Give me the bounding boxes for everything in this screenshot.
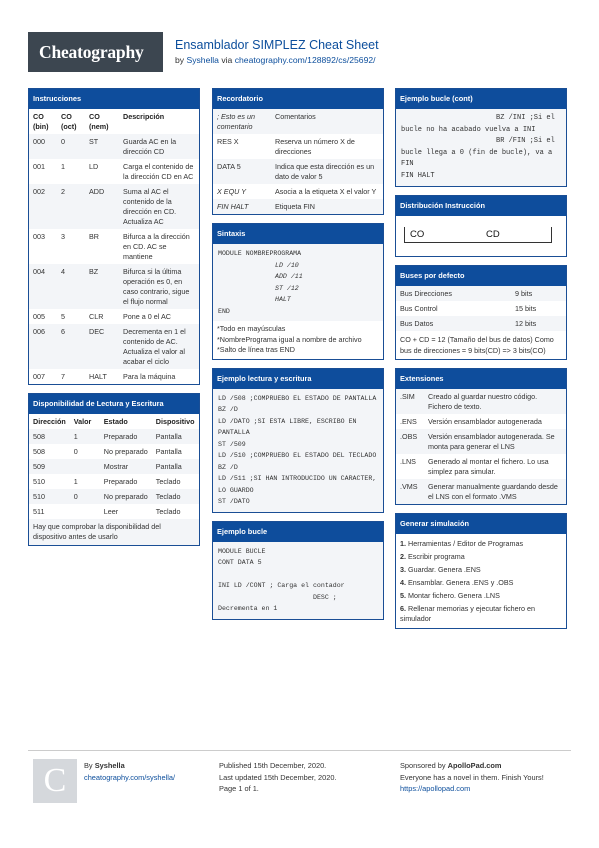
table-row bbox=[29, 309, 199, 324]
cell: Guarda AC en la dirección CD bbox=[123, 136, 177, 156]
extensiones-section bbox=[395, 368, 567, 505]
cell: 0 bbox=[61, 136, 65, 146]
cell: 004 bbox=[33, 266, 45, 276]
steps-list bbox=[396, 534, 566, 628]
cell: 005 bbox=[33, 311, 45, 321]
cell: Versión ensamblador autogenerada bbox=[428, 416, 542, 426]
footer-author-name[interactable]: Syshella bbox=[94, 761, 125, 770]
cell: 6 bbox=[61, 326, 65, 336]
cell: Pone a 0 el AC bbox=[123, 311, 171, 321]
table-row bbox=[29, 489, 199, 504]
cell: Preparado bbox=[103, 476, 138, 486]
cell: 0 bbox=[73, 491, 78, 501]
table-row bbox=[29, 184, 199, 229]
buses-table bbox=[396, 286, 566, 331]
cell: No preparado bbox=[103, 446, 148, 456]
footer-author-link[interactable]: cheatography.com/syshella/ bbox=[84, 772, 176, 782]
list-item bbox=[396, 589, 566, 602]
note-line: *NombrePrograma igual a nombre de archivo bbox=[217, 334, 362, 344]
cell: 511 bbox=[33, 506, 45, 516]
step-text: Ensamblar. Genera .ENS y .OBS bbox=[408, 577, 514, 587]
cell: Generado al montar el fichero. Lo usa simplez para simular. bbox=[428, 456, 549, 476]
cell: .OBS bbox=[400, 431, 418, 441]
cell: ST bbox=[89, 136, 99, 146]
section-title: Disponibilidad de Lectura y Escritura bbox=[29, 394, 199, 414]
col-header: Descripción bbox=[123, 111, 165, 121]
extensiones-table bbox=[396, 389, 566, 504]
cheatography-c-logo: C bbox=[33, 759, 77, 803]
code-block bbox=[213, 389, 383, 512]
cell: BZ bbox=[89, 266, 99, 276]
buses-section bbox=[395, 265, 567, 360]
cell: 510 bbox=[33, 476, 45, 486]
code-line: ADD /11 bbox=[275, 273, 303, 280]
code-line: ST /509 bbox=[218, 440, 246, 448]
cell: Creado al guardar nuestro código. Fichero de texto. bbox=[428, 391, 538, 411]
step-number: 5. bbox=[400, 590, 406, 600]
footer-divider bbox=[28, 750, 571, 751]
section-title: Ejemplo lectura y escritura bbox=[213, 369, 383, 389]
table-row bbox=[213, 109, 383, 134]
step-text: Guardar. Genera .ENS bbox=[408, 564, 481, 574]
table-row bbox=[396, 316, 566, 331]
cell: 4 bbox=[61, 266, 65, 276]
cell: 2 bbox=[61, 186, 65, 196]
table-row bbox=[396, 286, 566, 301]
lectura-section bbox=[212, 368, 384, 513]
footer-page: Page 1 of 1. bbox=[219, 784, 259, 793]
footer-dates bbox=[219, 760, 337, 795]
code-line: INI LD /CONT ; Carga el contador bbox=[218, 582, 345, 589]
cell: Leer bbox=[103, 506, 119, 516]
col-header: Dispositivo bbox=[155, 416, 195, 426]
cell: Generar manualmente guardando desde el LNS con el formato .VMS bbox=[428, 481, 558, 501]
table-row bbox=[396, 389, 566, 414]
cell: 508 bbox=[33, 431, 45, 441]
cell: 12 bits bbox=[515, 318, 537, 328]
section-title: Recordatorio bbox=[213, 89, 383, 109]
footer-author bbox=[84, 760, 175, 783]
cell: .SIM bbox=[400, 391, 415, 401]
byline-prefix: by bbox=[175, 55, 185, 65]
cd-label: CD bbox=[486, 229, 500, 240]
cell: 001 bbox=[33, 161, 45, 171]
step-number: 3. bbox=[400, 564, 406, 574]
col-header: CO (nem) bbox=[89, 111, 109, 131]
cell: 1 bbox=[73, 431, 78, 441]
cell: Bifurca si la última operación es 0, en caso contrario, sigue el flujo normal bbox=[123, 266, 190, 306]
table-row bbox=[213, 134, 383, 159]
sintaxis-notes bbox=[213, 321, 383, 359]
code-block bbox=[396, 109, 566, 186]
byline bbox=[175, 55, 376, 65]
table-row bbox=[29, 324, 199, 369]
note-line: *Todo en mayúsculas bbox=[217, 324, 286, 333]
table-row bbox=[29, 134, 199, 159]
list-item bbox=[396, 537, 566, 550]
instruction-bar bbox=[404, 227, 552, 243]
step-text: Montar fichero. Genera .LNS bbox=[408, 590, 500, 600]
cell: 3 bbox=[61, 231, 65, 241]
code-line: ST /12 bbox=[275, 284, 299, 292]
step-number: 6. bbox=[400, 603, 406, 613]
section-title: Extensiones bbox=[396, 369, 566, 389]
code-line bbox=[213, 569, 383, 581]
table-row bbox=[29, 369, 199, 384]
col-header: Valor bbox=[73, 416, 92, 426]
cell: ADD bbox=[89, 186, 105, 196]
cell: Decrementa en 1 el contenido de AC. Actualiza el valor al acabar el ciclo bbox=[123, 326, 186, 366]
recordatorio-section bbox=[212, 88, 384, 215]
cell: RES X bbox=[217, 136, 239, 146]
footer-sponsor-link[interactable]: https://apollopad.com bbox=[400, 784, 471, 793]
section-title: Generar simulación bbox=[396, 514, 566, 534]
cell: Indica que esta dirección es un dato de valor 5 bbox=[275, 161, 375, 181]
cell: 7 bbox=[61, 371, 65, 381]
footer-sponsor bbox=[400, 760, 572, 795]
byline-via: via bbox=[221, 55, 233, 65]
simulacion-section bbox=[395, 513, 567, 629]
bucle-section bbox=[212, 521, 384, 620]
section-title: Distribución Instrucción bbox=[396, 196, 566, 216]
cell: 9 bits bbox=[515, 288, 533, 298]
table-row bbox=[396, 454, 566, 479]
code-line: LD /510 ;COMPRUEBO EL ESTADO DEL TECLADO bbox=[218, 452, 377, 459]
disponibilidad-section bbox=[28, 393, 200, 546]
table-row bbox=[396, 479, 566, 504]
code-line: LD /508 ;COMPRUEBO EL ESTADO DE PANTALLA bbox=[218, 394, 377, 402]
code-line: BZ /D bbox=[218, 463, 238, 471]
distribucion-section bbox=[395, 195, 567, 257]
author-link[interactable]: Syshella bbox=[186, 55, 219, 65]
cell: DEC bbox=[89, 326, 105, 336]
table-row bbox=[29, 229, 199, 264]
code-block bbox=[213, 542, 383, 619]
code-line: CONT DATA 5 bbox=[218, 559, 262, 566]
cell: CLR bbox=[89, 311, 104, 321]
table-row bbox=[213, 184, 383, 199]
column-1 bbox=[28, 88, 200, 554]
code-line: BR /FIN ;Si el bucle llega a 0 (fin de bucle), va a FIN bbox=[401, 137, 560, 168]
sheet-url-link[interactable]: cheatography.com/128892/cs/25692/ bbox=[234, 55, 376, 65]
cell: Suma al AC el contenido de la dirección en CD. Actualiza AC bbox=[123, 186, 177, 226]
cell: 006 bbox=[33, 326, 45, 336]
page-title: Ensamblador SIMPLEZ Cheat Sheet bbox=[175, 38, 379, 52]
cell bbox=[70, 459, 100, 474]
cell: Teclado bbox=[155, 506, 181, 516]
list-item bbox=[396, 576, 566, 589]
section-title: Ejemplo bucle (cont) bbox=[396, 89, 566, 109]
recordatorio-table bbox=[213, 109, 383, 214]
co-label: CO bbox=[410, 229, 425, 240]
cell: 510 bbox=[33, 491, 45, 501]
footer-published: Published 15th December, 2020. bbox=[219, 761, 327, 770]
cell: Asocia a la etiqueta X el valor Y bbox=[275, 186, 377, 196]
cell: FIN HALT bbox=[217, 201, 249, 211]
list-item bbox=[396, 602, 566, 625]
footer-sponsor-prefix: Sponsored by bbox=[400, 761, 446, 770]
cell: Bus Direcciones bbox=[400, 288, 452, 298]
cell: X EQU Y bbox=[217, 186, 247, 196]
instrucciones-section bbox=[28, 88, 200, 385]
table-row bbox=[29, 159, 199, 184]
table-row bbox=[29, 264, 199, 309]
footer-sponsor-text: Everyone has a novel in them. Finish Yours! bbox=[400, 772, 544, 782]
cell: 002 bbox=[33, 186, 45, 196]
col-header: Estado bbox=[103, 416, 128, 426]
step-number: 2. bbox=[400, 551, 406, 561]
col-header: CO (oct) bbox=[61, 111, 77, 131]
cell: 5 bbox=[61, 311, 65, 321]
note-line: *Salto de línea tras END bbox=[217, 345, 295, 354]
step-text: Rellenar memorias y ejecutar fichero en simulador bbox=[400, 603, 536, 623]
table-row bbox=[29, 459, 199, 474]
cell: 508 bbox=[33, 446, 45, 456]
table-row bbox=[29, 429, 199, 444]
section-title: Ejemplo bucle bbox=[213, 522, 383, 542]
cell: LD bbox=[89, 161, 99, 171]
cell: BR bbox=[89, 231, 99, 241]
code-line: END bbox=[218, 307, 230, 315]
footer-by: By bbox=[84, 761, 93, 770]
cell: 000 bbox=[33, 136, 45, 146]
cell: 509 bbox=[33, 461, 45, 471]
instruction-diagram bbox=[396, 216, 566, 256]
cell: Bifurca a la dirección en CD. AC se mantiene bbox=[123, 231, 190, 261]
cell: 007 bbox=[33, 371, 45, 381]
section-note: Hay que comprobar la disponibilidad del dispositivo antes de usarlo bbox=[29, 519, 199, 545]
list-item bbox=[396, 550, 566, 563]
step-text: Herramientas / Editor de Programas bbox=[408, 538, 524, 548]
cell: 15 bits bbox=[515, 303, 537, 313]
cell: Para la máquina bbox=[123, 371, 176, 381]
col-header: Dirección bbox=[33, 416, 66, 426]
table-row bbox=[396, 429, 566, 454]
cell: .ENS bbox=[400, 416, 417, 426]
table-row bbox=[29, 474, 199, 489]
code-line: MODULE BUCLE bbox=[218, 547, 266, 555]
cell: .LNS bbox=[400, 456, 416, 466]
code-line: MODULE NOMBREPROGRAMA bbox=[218, 250, 302, 257]
step-text: Escribir programa bbox=[408, 551, 465, 561]
list-item bbox=[396, 563, 566, 576]
cell: Pantalla bbox=[155, 446, 182, 456]
cell: Teclado bbox=[155, 476, 181, 486]
cheatography-logo[interactable]: Cheatography bbox=[28, 32, 163, 72]
code-line: BZ /D bbox=[218, 406, 238, 413]
column-2 bbox=[212, 88, 384, 628]
table-row bbox=[396, 301, 566, 316]
cell: Comentarios bbox=[275, 111, 316, 121]
step-number: 1. bbox=[400, 538, 406, 548]
cell: Teclado bbox=[155, 491, 181, 501]
cell: Carga el contenido de la dirección CD en AC bbox=[123, 161, 194, 181]
code-block bbox=[213, 244, 383, 321]
cell: 1 bbox=[73, 476, 78, 486]
table-row bbox=[29, 504, 199, 519]
section-title: Buses por defecto bbox=[396, 266, 566, 286]
table-row bbox=[213, 199, 383, 214]
cell: Versión ensamblador autogenerada. Se monta para generar el LNS bbox=[428, 431, 555, 451]
cell: ; Esto es un comentario bbox=[217, 111, 255, 131]
code-line: Decrementa en 1 bbox=[218, 605, 278, 612]
table-row bbox=[396, 414, 566, 429]
code-line: ST /DATO bbox=[218, 498, 250, 505]
disponibilidad-table bbox=[29, 414, 199, 519]
cell: HALT bbox=[89, 371, 107, 381]
cell: Pantalla bbox=[155, 461, 182, 471]
section-title: Instrucciones bbox=[29, 89, 199, 109]
cell: Bus Datos bbox=[400, 318, 434, 328]
cell: 0 bbox=[73, 446, 78, 456]
bucle-cont-section bbox=[395, 88, 567, 187]
code-line: DESC ; bbox=[313, 593, 337, 601]
code-line: FIN HALT bbox=[401, 171, 435, 180]
column-3 bbox=[395, 88, 567, 637]
step-number: 4. bbox=[400, 577, 406, 587]
cell: .VMS bbox=[400, 481, 418, 491]
code-line: HALT bbox=[275, 296, 291, 303]
table-row bbox=[213, 159, 383, 184]
footer-updated: Last updated 15th December, 2020. bbox=[219, 772, 337, 782]
cell: Bus Control bbox=[400, 303, 438, 313]
footer-sponsor-name[interactable]: ApolloPad.com bbox=[447, 761, 502, 770]
col-header: CO (bin) bbox=[33, 111, 49, 131]
cell: Preparado bbox=[103, 431, 138, 441]
cell: Reserva un número X de direcciones bbox=[275, 136, 355, 156]
cell: DATA 5 bbox=[217, 161, 241, 171]
instrucciones-table bbox=[29, 109, 199, 384]
cell: Pantalla bbox=[155, 431, 182, 441]
cell bbox=[70, 504, 100, 519]
cell: Mostrar bbox=[103, 461, 129, 471]
code-line: LD /10 bbox=[275, 261, 299, 269]
code-line: BZ /INI ;Si el bucle no ha acabado vuelva a INI bbox=[401, 114, 560, 134]
table-row bbox=[29, 444, 199, 459]
section-title: Sintaxis bbox=[213, 224, 383, 244]
sintaxis-section bbox=[212, 223, 384, 360]
cell: 1 bbox=[61, 161, 65, 171]
code-line: LD /511 ;SI HAN INTRODUCIDO UN CARACTER, LO GUARDO bbox=[218, 475, 381, 494]
cell: 003 bbox=[33, 231, 45, 241]
cell: Etiqueta FIN bbox=[275, 201, 315, 211]
cell: No preparado bbox=[103, 491, 148, 501]
section-note: CO + CD = 12 (Tamaño del bus de datos) Como bus de direcciones = 9 bits(CD) => 3 bits(CO) bbox=[400, 335, 554, 355]
code-line: LD /DATO ;SI ESTA LIBRE, ESCRIBO EN PANTALLA bbox=[218, 417, 361, 436]
